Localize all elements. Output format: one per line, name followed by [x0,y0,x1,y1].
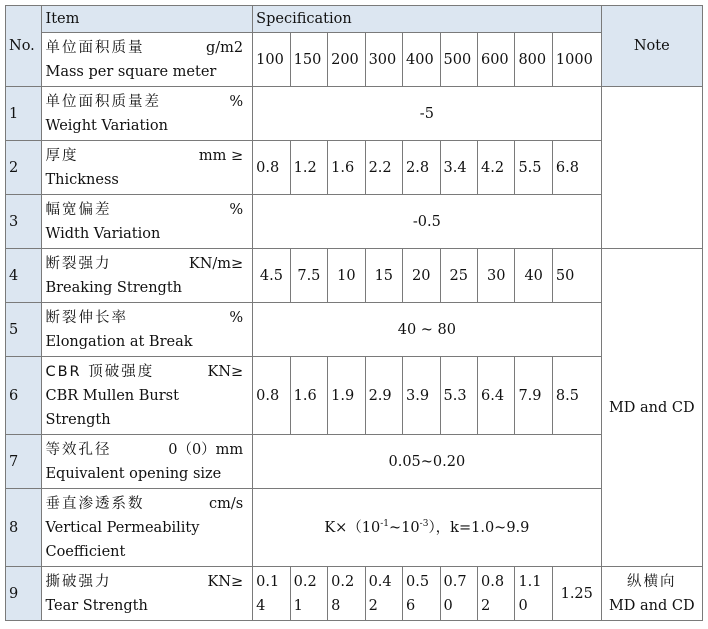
grade-cell: 400 [403,33,440,87]
item-en: Vertical Permeability Coefficient [45,519,200,560]
spec-value: 1.6 [290,357,327,435]
item-zh: 断裂伸长率 [45,309,128,326]
spec-value: 0.21 [290,567,327,621]
row-number: 4 [6,249,42,303]
note-tear-en: MD and CD [608,597,695,614]
table-row [6,357,703,435]
note-cell-empty [601,87,702,249]
item-unit: mm ≥ [198,147,244,164]
spec-value: 1.9 [328,357,365,435]
spec-value: 7.9 [515,357,552,435]
item-cell [42,87,253,141]
spec-value: -5 [253,87,601,141]
row-number: 1 [6,87,42,141]
grade-cell: 1000 [552,33,601,87]
spec-value: 2.8 [403,141,440,195]
spec-value: 0.56 [403,567,440,621]
grade-cell: 800 [515,33,552,87]
header-mass-cell [42,33,253,87]
header-note: Note [601,6,702,87]
spec-value: 4.5 [253,249,290,303]
item-zh: 幅宽偏差 [45,201,112,218]
note-tear-zh: 纵横向 [627,573,677,590]
spec-value: 5.3 [440,357,477,435]
item-en: Thickness [45,171,119,188]
permeability-exp1: -1 [380,518,390,529]
header-row [6,6,703,33]
spec-value: 40 ~ 80 [253,303,601,357]
row-number: 8 [6,489,42,567]
grade-cell: 150 [290,33,327,87]
item-zh: 单位面积质量差 [45,93,161,110]
row-number: 9 [6,567,42,621]
grade-cell: 600 [477,33,514,87]
header-mass-en: Mass per square meter [45,63,217,80]
spec-value: 8.5 [552,357,601,435]
spec-value: 0.8 [253,141,290,195]
header-specification: Specification [253,6,601,33]
item-en: Breaking Strength [45,279,182,296]
permeability-mid: ~10 [389,519,420,536]
header-mass-unit: g/m2 [206,39,244,56]
item-cell [42,489,253,567]
spec-value: 6.4 [477,357,514,435]
item-zh: CBR 顶破强度 [45,363,155,380]
row-number: 3 [6,195,42,249]
table-row [6,489,703,567]
note-tear-cell [601,567,702,621]
spec-value-permeability [253,489,601,567]
spec-value: 10 [328,249,365,303]
grade-cell: 200 [328,33,365,87]
item-cell [42,357,253,435]
item-zh: 厚度 [45,147,79,164]
item-unit: KN/m≥ [188,255,244,272]
row-number: 6 [6,357,42,435]
item-cell [42,141,253,195]
spec-value: 40 [515,249,552,303]
spec-value: 1.2 [290,141,327,195]
spec-value: 30 [477,249,514,303]
spec-value: 2.2 [365,141,402,195]
spec-value: 0.28 [328,567,365,621]
spec-value: 0.82 [477,567,514,621]
specification-table [5,5,703,621]
spec-value: 20 [403,249,440,303]
spec-value: 5.5 [515,141,552,195]
item-cell [42,249,253,303]
header-item: Item [42,6,253,33]
table-row [6,195,703,249]
item-cell [42,435,253,489]
row-number: 5 [6,303,42,357]
item-zh: 垂直渗透系数 [45,495,145,512]
table-row [6,87,703,141]
item-en: CBR Mullen Burst Strength [45,387,179,428]
spec-value: 15 [365,249,402,303]
spec-value: 4.2 [477,141,514,195]
header-no: No. [6,6,42,87]
item-unit: KN≥ [207,573,244,590]
item-unit: % [229,93,244,110]
spec-value: 3.4 [440,141,477,195]
item-en: Elongation at Break [45,333,193,350]
item-en: Weight Variation [45,117,168,134]
table-row [6,303,703,357]
permeability-prefix: K×（10 [324,519,381,536]
spec-value: 0.70 [440,567,477,621]
item-cell [42,195,253,249]
spec-value: 0.05~0.20 [253,435,601,489]
table-row [6,141,703,195]
spec-value: 0.42 [365,567,402,621]
item-zh: 断裂强力 [45,255,112,272]
grade-cell: 300 [365,33,402,87]
spec-value: -0.5 [253,195,601,249]
item-zh: 撕破强力 [45,573,112,590]
header-mass-zh: 单位面积质量 [45,39,145,56]
item-unit: % [229,309,244,326]
item-en: Tear Strength [45,597,148,614]
table-row [6,249,703,303]
item-unit: KN≥ [207,363,244,380]
item-en: Width Variation [45,225,161,242]
note-md-cd: MD and CD [601,249,702,567]
item-cell [42,303,253,357]
spec-value: 7.5 [290,249,327,303]
row-number: 2 [6,141,42,195]
permeability-exp2: -3 [419,518,429,529]
row-number: 7 [6,435,42,489]
item-zh: 等效孔径 [45,441,112,458]
permeability-suffix: ），k=1.0~9.9 [428,519,530,536]
item-unit: 0（0）mm [168,441,244,458]
spec-value: 25 [440,249,477,303]
spec-value: 0.14 [253,567,290,621]
grade-cell: 500 [440,33,477,87]
spec-value: 1.10 [515,567,552,621]
table-row [6,435,703,489]
spec-value: 50 [552,249,601,303]
header-grade-row [6,33,703,87]
spec-value: 0.8 [253,357,290,435]
item-unit: cm/s [208,495,244,512]
table-row [6,567,703,621]
item-unit: % [229,201,244,218]
item-cell [42,567,253,621]
spec-value: 1.6 [328,141,365,195]
spec-value: 6.8 [552,141,601,195]
item-en: Equivalent opening size [45,465,222,482]
spec-value: 3.9 [403,357,440,435]
spec-value: 2.9 [365,357,402,435]
spec-value: 1.25 [552,567,601,621]
grade-cell: 100 [253,33,290,87]
